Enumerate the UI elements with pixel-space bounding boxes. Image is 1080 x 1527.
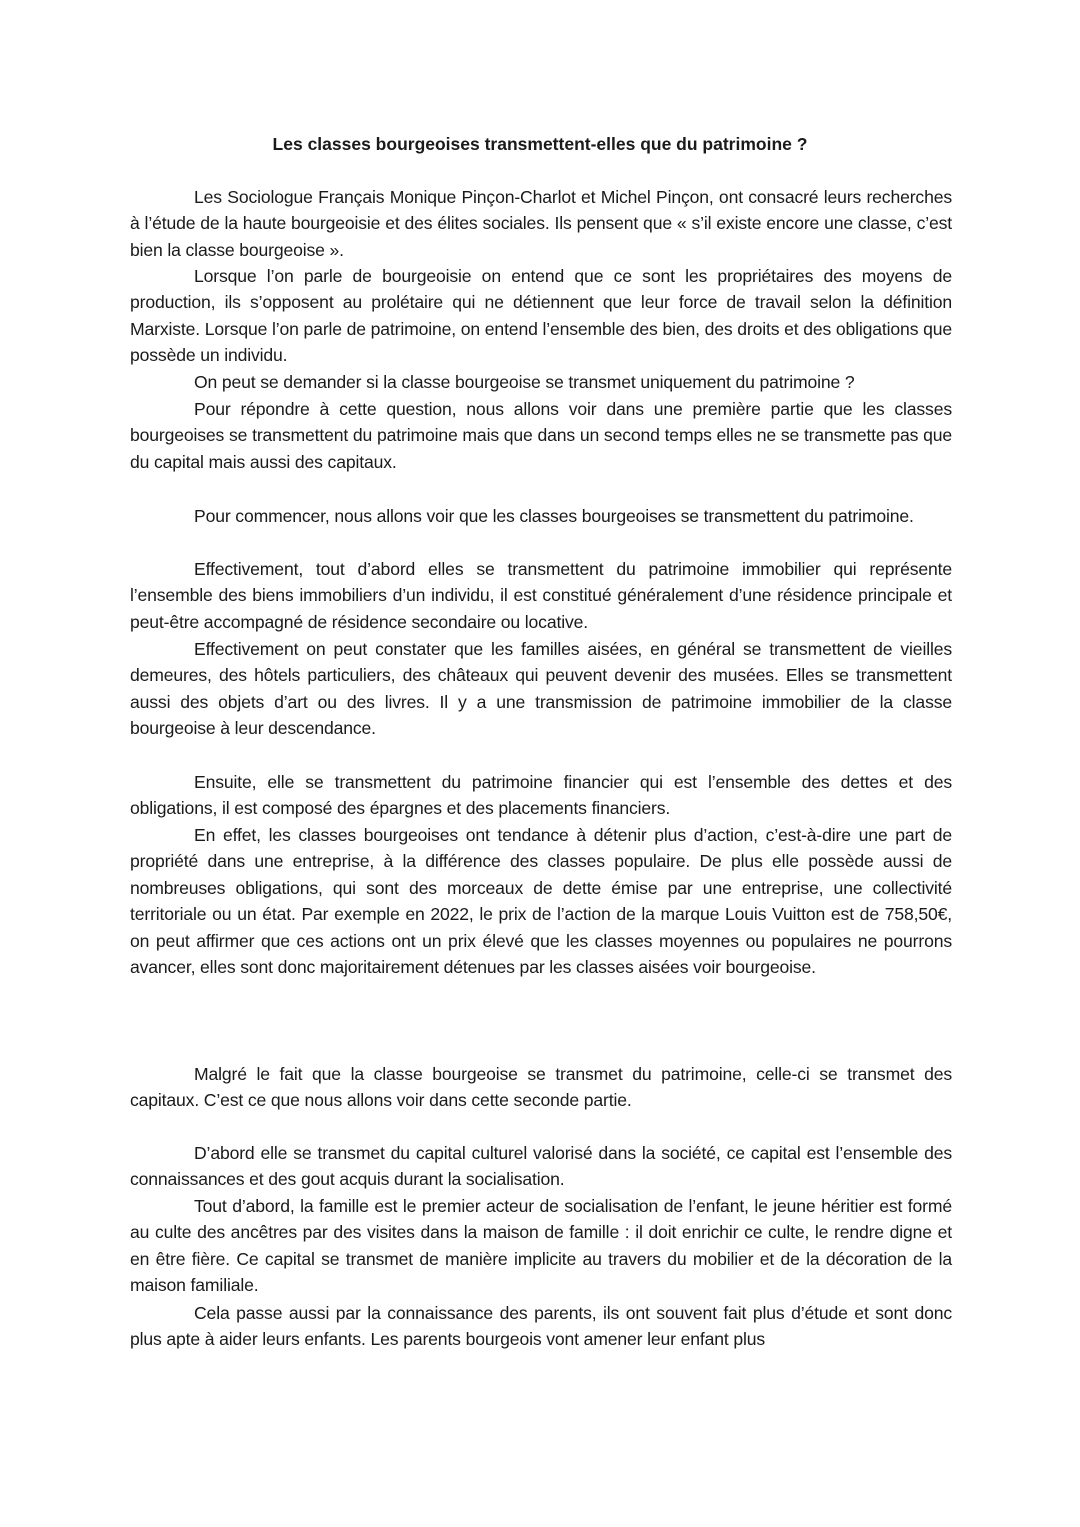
part1-intro-paragraph: Pour commencer, nous allons voir que les classes bourgeoises se transmettent du patrimoine. (194, 506, 914, 526)
part1-paragraph-immobilier: Effectivement, tout d’abord elles se transmettent du patrimoine immobilier qui représente l’ensemble des biens immobiliers d’un individu, il est constitué généralement d’une résidence principale et peut-être accompagné de résidence secondaire ou locative. (130, 559, 952, 632)
part2-paragraph-famille: Tout d’abord, la famille est le premier acteur de socialisation de l’enfant, le jeune héritier est formé au culte des ancêtres par des visites dans la maison de famille : il doit enrichir ce culte, le rendre digne et en être fière. Ce capital se transmet de manière implicite au travers du mobilier et de la décoration de la maison familiale. (130, 1196, 952, 1296)
document-title: Les classes bourgeoises transmettent-elles que du patrimoine ? (272, 134, 808, 154)
problem-question: On peut se demander si la classe bourgeoise se transmet uniquement du patrimoine ? (194, 372, 855, 392)
part2-paragraph-culturel: D’abord elle se transmet du capital culturel valorisé dans la société, ce capital est l’ensemble des connaissances et des gout acquis durant la socialisation. (130, 1143, 952, 1190)
part1-paragraph-financier: Ensuite, elle se transmettent du patrimoine financier qui est l’ensemble des dettes et des obligations, il est composé des épargnes et des placements financiers. (130, 772, 952, 819)
part2-intro-paragraph: Malgré le fait que la classe bourgeoise se transmet du patrimoine, celle-ci se transmet des capitaux. C’est ce que nous allons voir dans cette seconde partie. (130, 1064, 952, 1111)
announcement-paragraph: Pour répondre à cette question, nous allons voir dans une première partie que les classes bourgeoises se transmettent du patrimoine mais que dans un second temps elles ne se transmette pas que du capital mais aussi des capitaux. (130, 399, 952, 472)
intro-paragraph-1: Les Sociologue Français Monique Pinçon-Charlot et Michel Pinçon, ont consacré leurs recherches à l’étude de la haute bourgeoisie et des élites sociales. Ils pensent que « s’il existe encore une classe, c’est bien la classe bourgeoise ». (130, 187, 952, 260)
part1-paragraph-actions: En effet, les classes bourgeoises ont tendance à détenir plus d’action, c’est-à-dire une part de propriété dans une entreprise, à la différence des classes populaire. De plus elle possède aussi de nombreuses obligations, qui sont des morceaux de dette émise par une entreprise, une collectivité territoriale ou un état. Par exemple en 2022, le prix de l’action de la marque Louis Vuitton est de 758,50€, on peut affirmer que ces actions ont un prix élevé que les classes moyennes ou populaires ne pourrons avancer, elles sont donc majoritairement détenues par les classes aisées voir bourgeoise. (130, 825, 952, 978)
part2-paragraph-parents: Cela passe aussi par la connaissance des parents, ils ont souvent fait plus d’étude et sont donc plus apte à aider leurs enfants. Les parents bourgeois vont amener leur enfant plus (130, 1303, 952, 1350)
intro-paragraph-2: Lorsque l’on parle de bourgeoisie on entend que ce sont les propriétaires des moyens de production, ils s’opposent au prolétaire qui ne détiennent que leur force de travail selon la définition Marxiste. Lorsque l’on parle de patrimoine, on entend l’ensemble des bien, des droits et des obligations que possède un individu. (130, 266, 952, 366)
part1-paragraph-example: Effectivement on peut constater que les familles aisées, en général se transmettent de vieilles demeures, des hôtels particuliers, des châteaux qui peuvent devenir des musées. Elles se transmettent aussi des objets d’art ou des livres. Il y a une transmission de patrimoine immobilier de la classe bourgeoise à leur descendance. (130, 639, 952, 739)
